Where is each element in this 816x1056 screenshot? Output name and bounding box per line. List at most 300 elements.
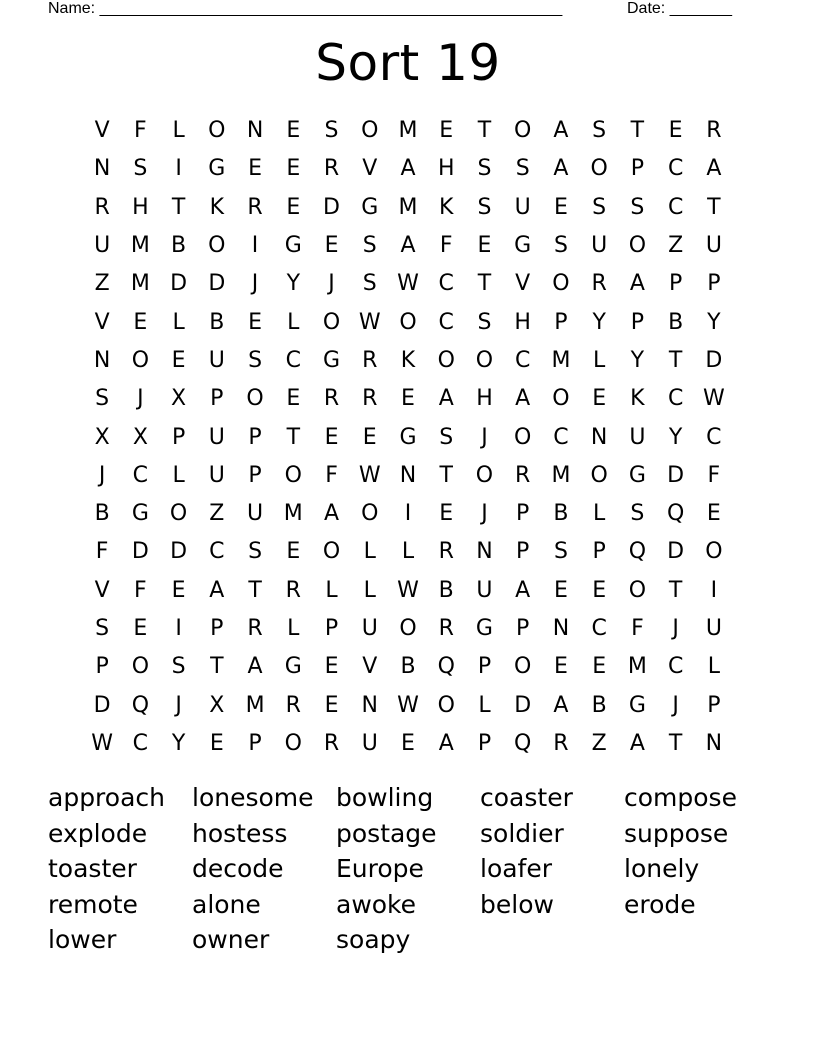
grid-letter: E xyxy=(286,118,301,144)
grid-row xyxy=(83,648,733,686)
grid-letter: E xyxy=(248,156,262,182)
grid-letter: O xyxy=(437,692,455,718)
grid-letter: Z xyxy=(94,271,110,297)
grid-letter: P xyxy=(630,309,645,335)
grid-letter: S xyxy=(248,539,263,565)
grid-letter: E xyxy=(171,577,186,603)
grid-letter: V xyxy=(362,156,378,182)
grid-letter: C xyxy=(667,654,684,680)
grid-letter: B xyxy=(171,233,187,259)
grid-letter: A xyxy=(629,730,645,756)
grid-letter: D xyxy=(514,692,532,718)
grid-letter: G xyxy=(361,194,379,220)
grid-letter: M xyxy=(551,347,571,373)
grid-row xyxy=(83,686,733,724)
grid-letter: U xyxy=(208,424,225,450)
grid-letter: J xyxy=(481,501,488,527)
grid-letter: W xyxy=(702,386,725,412)
grid-letter: T xyxy=(668,347,683,373)
grid-letter: S xyxy=(95,616,110,641)
grid-letter: E xyxy=(133,309,148,335)
grid-letter: O xyxy=(361,118,379,144)
grid-letter: I xyxy=(175,616,182,641)
grid-letter: O xyxy=(322,309,341,335)
grid-letter: T xyxy=(630,118,645,144)
grid-letter: F xyxy=(325,462,338,488)
grid-letter: L xyxy=(593,347,606,373)
grid-letter: Y xyxy=(592,309,606,335)
page-title: Sort 19 xyxy=(315,34,501,92)
grid-letter: F xyxy=(95,539,109,565)
grid-letter: E xyxy=(401,386,415,412)
grid-letter: K xyxy=(439,194,454,220)
grid-letter: P xyxy=(668,271,683,297)
worksheet-header xyxy=(0,0,816,20)
grid-letter: M xyxy=(627,654,647,680)
grid-letter: C xyxy=(438,309,454,335)
word-bank-item: below xyxy=(480,889,554,919)
grid-letter: E xyxy=(592,654,607,680)
grid-letter: E xyxy=(362,424,377,450)
word-bank-item: lonesome xyxy=(192,783,314,813)
grid-letter: A xyxy=(515,386,531,412)
grid-letter: B xyxy=(400,654,416,680)
grid-letter: L xyxy=(478,692,491,718)
word-bank-item: toaster xyxy=(48,854,137,884)
grid-letter: C xyxy=(515,347,531,373)
grid-letter: W xyxy=(358,309,381,335)
grid-letter: D xyxy=(705,347,723,373)
grid-letter: D xyxy=(667,539,685,565)
grid-letter: W xyxy=(397,692,419,718)
word-bank-item: lower xyxy=(48,925,117,955)
grid-letter: C xyxy=(667,194,684,220)
grid-letter: P xyxy=(477,730,492,756)
grid-letter: S xyxy=(362,233,377,259)
grid-letter: Y xyxy=(171,730,186,756)
grid-letter: N xyxy=(552,616,570,641)
grid-letter: R xyxy=(438,539,454,565)
grid-letter: J xyxy=(672,692,679,718)
grid-letter: U xyxy=(208,462,225,488)
grid-letter: I xyxy=(710,577,718,603)
grid-row xyxy=(83,533,733,571)
grid-letter: Q xyxy=(628,539,647,565)
grid-letter: C xyxy=(285,347,301,373)
grid-letter: D xyxy=(131,539,149,565)
grid-letter: T xyxy=(707,194,721,220)
grid-letter: B xyxy=(209,309,225,335)
grid-letter: A xyxy=(553,692,569,718)
grid-letter: L xyxy=(172,309,185,335)
grid-letter: Y xyxy=(286,271,301,297)
grid-letter: T xyxy=(171,194,186,220)
grid-letter: Q xyxy=(131,692,150,718)
grid-letter: D xyxy=(208,271,226,297)
grid-letter: O xyxy=(322,539,341,565)
grid-letter: E xyxy=(286,539,301,565)
grid-letter: E xyxy=(439,118,454,144)
word-bank-item: postage xyxy=(336,818,437,848)
grid-letter: B xyxy=(553,501,569,527)
grid-letter: D xyxy=(170,539,188,565)
grid-letter: U xyxy=(94,233,111,259)
grid-letter: A xyxy=(438,730,454,756)
grid-letter: D xyxy=(323,194,340,220)
grid-row xyxy=(83,342,733,380)
grid-letter: E xyxy=(286,386,301,412)
grid-row xyxy=(83,112,733,150)
grid-letter: R xyxy=(247,194,263,220)
grid-letter: N xyxy=(590,424,608,450)
grid-letter: P xyxy=(210,616,224,641)
grid-letter: R xyxy=(94,194,110,220)
word-bank-item: soldier xyxy=(480,818,564,848)
grid-letter: L xyxy=(172,462,185,488)
grid-letter: H xyxy=(476,386,493,412)
grid-letter: N xyxy=(399,462,417,488)
grid-letter: S xyxy=(592,118,607,144)
grid-letter: R xyxy=(515,462,531,488)
grid-letter: G xyxy=(628,692,646,718)
grid-letter: F xyxy=(631,616,644,641)
grid-letter: N xyxy=(361,692,378,718)
grid-letter: A xyxy=(400,233,416,259)
grid-letter: C xyxy=(591,616,607,641)
grid-letter: O xyxy=(284,462,302,488)
grid-letter: C xyxy=(132,462,149,488)
grid-letter: T xyxy=(477,271,492,297)
word-bank xyxy=(48,780,788,958)
grid-letter: U xyxy=(247,501,264,527)
grid-letter: X xyxy=(132,424,148,450)
grid-letter: K xyxy=(630,386,645,412)
grid-letter: A xyxy=(629,271,645,297)
grid-letter: O xyxy=(590,156,608,182)
grid-letter: U xyxy=(361,616,378,641)
grid-letter: H xyxy=(132,194,149,220)
grid-letter: O xyxy=(628,233,647,259)
grid-letter: J xyxy=(98,462,106,488)
word-bank-item: loafer xyxy=(480,854,553,884)
word-bank-item: owner xyxy=(192,925,270,955)
grid-letter: N xyxy=(705,730,723,756)
grid-letter: O xyxy=(399,309,417,335)
grid-letter: M xyxy=(130,271,150,297)
letter-grid xyxy=(83,112,733,763)
grid-letter: E xyxy=(286,156,301,182)
grid-letter: O xyxy=(552,386,570,412)
grid-letter: B xyxy=(438,577,454,603)
grid-letter: O xyxy=(437,347,455,373)
grid-letter: B xyxy=(668,309,684,335)
grid-letter: E xyxy=(553,654,568,680)
grid-letter: B xyxy=(94,501,110,527)
grid-letter: J xyxy=(175,692,182,718)
grid-letter: G xyxy=(131,501,149,527)
grid-letter: E xyxy=(439,501,454,527)
grid-letter: S xyxy=(248,347,263,373)
grid-letter: A xyxy=(553,118,569,144)
grid-letter: L xyxy=(325,577,338,603)
grid-letter: O xyxy=(169,501,188,527)
grid-letter: E xyxy=(248,309,262,335)
grid-letter: H xyxy=(514,309,531,335)
grid-letter: B xyxy=(591,692,607,718)
grid-letter: Y xyxy=(630,347,645,373)
grid-letter: L xyxy=(593,501,606,527)
grid-row xyxy=(83,495,733,533)
word-bank-item: erode xyxy=(624,889,696,919)
grid-letter: T xyxy=(477,118,492,144)
grid-row xyxy=(83,457,733,495)
grid-letter: A xyxy=(400,156,416,182)
grid-letter: C xyxy=(209,539,225,565)
grid-letter: P xyxy=(324,616,339,641)
grid-letter: A xyxy=(323,501,340,527)
grid-letter: A xyxy=(438,386,454,412)
grid-letter: C xyxy=(438,271,454,297)
grid-letter: P xyxy=(477,654,492,680)
grid-letter: Q xyxy=(666,501,685,527)
grid-letter: W xyxy=(397,271,419,297)
grid-letter: M xyxy=(398,118,418,144)
grid-letter: E xyxy=(553,577,568,603)
grid-letter: D xyxy=(93,692,111,718)
grid-letter: P xyxy=(248,730,262,756)
grid-letter: O xyxy=(131,347,150,373)
word-bank-item: bowling xyxy=(336,783,434,813)
word-bank-item: coaster xyxy=(480,783,573,813)
grid-letter: S xyxy=(477,156,492,182)
grid-letter: O xyxy=(208,118,226,144)
grid-letter: A xyxy=(706,156,722,182)
grid-letter: P xyxy=(554,309,568,335)
grid-letter: R xyxy=(362,386,378,412)
grid-letter: E xyxy=(592,386,607,412)
word-bank-item: hostess xyxy=(192,818,288,848)
grid-letter: P xyxy=(630,156,645,182)
grid-letter: E xyxy=(592,577,607,603)
word-bank-row xyxy=(48,922,788,958)
grid-letter: O xyxy=(475,462,494,488)
name-field: Name: ____________________________________________________ xyxy=(48,0,563,17)
date-field: Date: _______ xyxy=(627,0,732,17)
grid-letter: U xyxy=(476,577,493,603)
grid-letter: R xyxy=(285,577,301,603)
grid-letter: J xyxy=(672,616,679,641)
grid-letter: U xyxy=(514,194,531,220)
grid-letter: Y xyxy=(707,309,721,335)
grid-row xyxy=(83,380,733,418)
grid-letter: J xyxy=(137,386,144,412)
grid-letter: L xyxy=(363,577,376,603)
grid-letter: O xyxy=(131,654,150,680)
grid-letter: F xyxy=(134,118,147,144)
grid-letter: I xyxy=(251,233,259,259)
grid-letter: O xyxy=(284,730,302,756)
grid-letter: O xyxy=(399,616,417,641)
grid-letter: N xyxy=(476,539,493,565)
grid-letter: G xyxy=(322,347,341,373)
grid-letter: C xyxy=(667,156,684,182)
grid-letter: C xyxy=(667,386,684,412)
grid-row xyxy=(83,227,733,265)
grid-letter: E xyxy=(171,347,186,373)
grid-letter: R xyxy=(438,616,454,641)
grid-letter: N xyxy=(93,347,111,373)
grid-letter: L xyxy=(401,539,415,565)
grid-letter: Q xyxy=(514,730,532,756)
grid-letter: J xyxy=(328,271,335,297)
grid-letter: M xyxy=(245,692,265,718)
grid-letter: F xyxy=(707,462,721,488)
grid-letter: D xyxy=(170,271,188,297)
word-bank-item: suppose xyxy=(624,818,729,848)
grid-letter: S xyxy=(553,539,568,565)
grid-letter: R xyxy=(323,386,340,412)
word-bank-row xyxy=(48,851,788,887)
grid-letter: L xyxy=(287,616,300,641)
grid-letter: R xyxy=(323,156,340,182)
grid-letter: O xyxy=(552,271,570,297)
grid-letter: J xyxy=(481,424,488,450)
grid-letter: Z xyxy=(591,730,607,756)
grid-letter: P xyxy=(516,616,530,641)
grid-letter: E xyxy=(209,730,224,756)
grid-letter: U xyxy=(705,616,722,641)
grid-letter: L xyxy=(363,539,376,565)
grid-letter: S xyxy=(515,156,530,182)
grid-letter: O xyxy=(514,118,532,144)
grid-letter: W xyxy=(358,462,381,488)
grid-letter: J xyxy=(251,271,259,297)
grid-letter: S xyxy=(477,309,492,335)
grid-letter: N xyxy=(246,118,264,144)
grid-letter: P xyxy=(592,539,606,565)
grid-letter: S xyxy=(324,118,339,144)
grid-letter: P xyxy=(707,692,721,718)
grid-letter: S xyxy=(630,194,645,220)
grid-letter: Z xyxy=(668,233,684,259)
grid-letter: T xyxy=(668,577,683,603)
word-bank-item: explode xyxy=(48,818,148,848)
grid-letter: T xyxy=(248,577,262,603)
grid-letter: M xyxy=(551,462,571,488)
grid-letter: O xyxy=(705,539,723,565)
grid-letter: L xyxy=(172,118,185,144)
word-bank-item: alone xyxy=(192,889,261,919)
grid-letter: G xyxy=(628,462,646,488)
grid-letter: U xyxy=(208,347,225,373)
grid-letter: U xyxy=(629,424,646,450)
word-bank-item: approach xyxy=(48,783,165,813)
word-bank-item: Europe xyxy=(336,854,424,884)
grid-letter: C xyxy=(132,730,149,756)
grid-letter: Q xyxy=(437,654,455,680)
grid-letter: O xyxy=(628,577,647,603)
word-bank-item: remote xyxy=(48,889,138,919)
grid-letter: G xyxy=(399,424,417,450)
grid-letter: R xyxy=(362,347,378,373)
grid-letter: Y xyxy=(668,424,683,450)
grid-letter: K xyxy=(209,194,225,220)
grid-letter: S xyxy=(171,654,186,680)
grid-letter: O xyxy=(514,424,532,450)
grid-letter: S xyxy=(133,156,148,182)
grid-letter: X xyxy=(209,692,225,718)
grid-letter: A xyxy=(247,654,263,680)
grid-letter: O xyxy=(361,501,379,527)
grid-letter: H xyxy=(437,156,455,182)
grid-letter: S xyxy=(439,424,454,450)
grid-letter: X xyxy=(94,424,110,450)
grid-letter: A xyxy=(515,577,531,603)
grid-letter: U xyxy=(705,233,722,259)
grid-letter: E xyxy=(553,194,568,220)
grid-row xyxy=(83,572,733,610)
word-bank-item: compose xyxy=(624,783,737,813)
grid-letter: P xyxy=(171,424,186,450)
grid-letter: R xyxy=(591,271,607,297)
grid-letter: E xyxy=(401,730,415,756)
word-bank-item: decode xyxy=(192,854,284,884)
grid-letter: O xyxy=(246,386,264,412)
word-bank-item: lonely xyxy=(624,854,700,884)
grid-letter: V xyxy=(362,654,378,680)
grid-letter: E xyxy=(324,654,339,680)
grid-letter: O xyxy=(208,233,226,259)
grid-letter: E xyxy=(324,424,339,450)
word-bank-row xyxy=(48,816,788,852)
grid-letter: U xyxy=(591,233,608,259)
grid-letter: O xyxy=(475,347,494,373)
grid-letter: G xyxy=(284,233,302,259)
grid-letter: S xyxy=(553,233,568,259)
grid-letter: T xyxy=(439,462,453,488)
grid-letter: O xyxy=(590,462,608,488)
grid-letter: E xyxy=(668,118,683,144)
grid-letter: E xyxy=(286,194,301,220)
grid-letter: W xyxy=(91,730,113,756)
grid-letter: X xyxy=(171,386,187,412)
grid-letter: R xyxy=(323,730,340,756)
grid-letter: T xyxy=(668,730,683,756)
grid-row xyxy=(83,418,733,456)
grid-letter: F xyxy=(439,233,453,259)
grid-letter: M xyxy=(130,233,150,259)
grid-row xyxy=(83,725,733,763)
grid-letter: V xyxy=(94,309,110,335)
grid-letter: O xyxy=(514,654,532,680)
grid-letter: S xyxy=(592,194,607,220)
grid-letter: M xyxy=(283,501,303,527)
grid-row xyxy=(83,610,733,648)
grid-letter: F xyxy=(134,577,147,603)
grid-letter: G xyxy=(208,156,226,182)
grid-letter: S xyxy=(95,386,110,412)
grid-letter: V xyxy=(94,118,110,144)
grid-letter: P xyxy=(516,539,530,565)
grid-row xyxy=(83,265,733,303)
grid-letter: R xyxy=(706,118,722,144)
grid-row xyxy=(83,150,733,188)
grid-letter: E xyxy=(324,233,339,259)
grid-letter: R xyxy=(285,692,301,718)
grid-letter: P xyxy=(248,424,262,450)
grid-letter: P xyxy=(210,386,224,412)
grid-letter: A xyxy=(209,577,225,603)
